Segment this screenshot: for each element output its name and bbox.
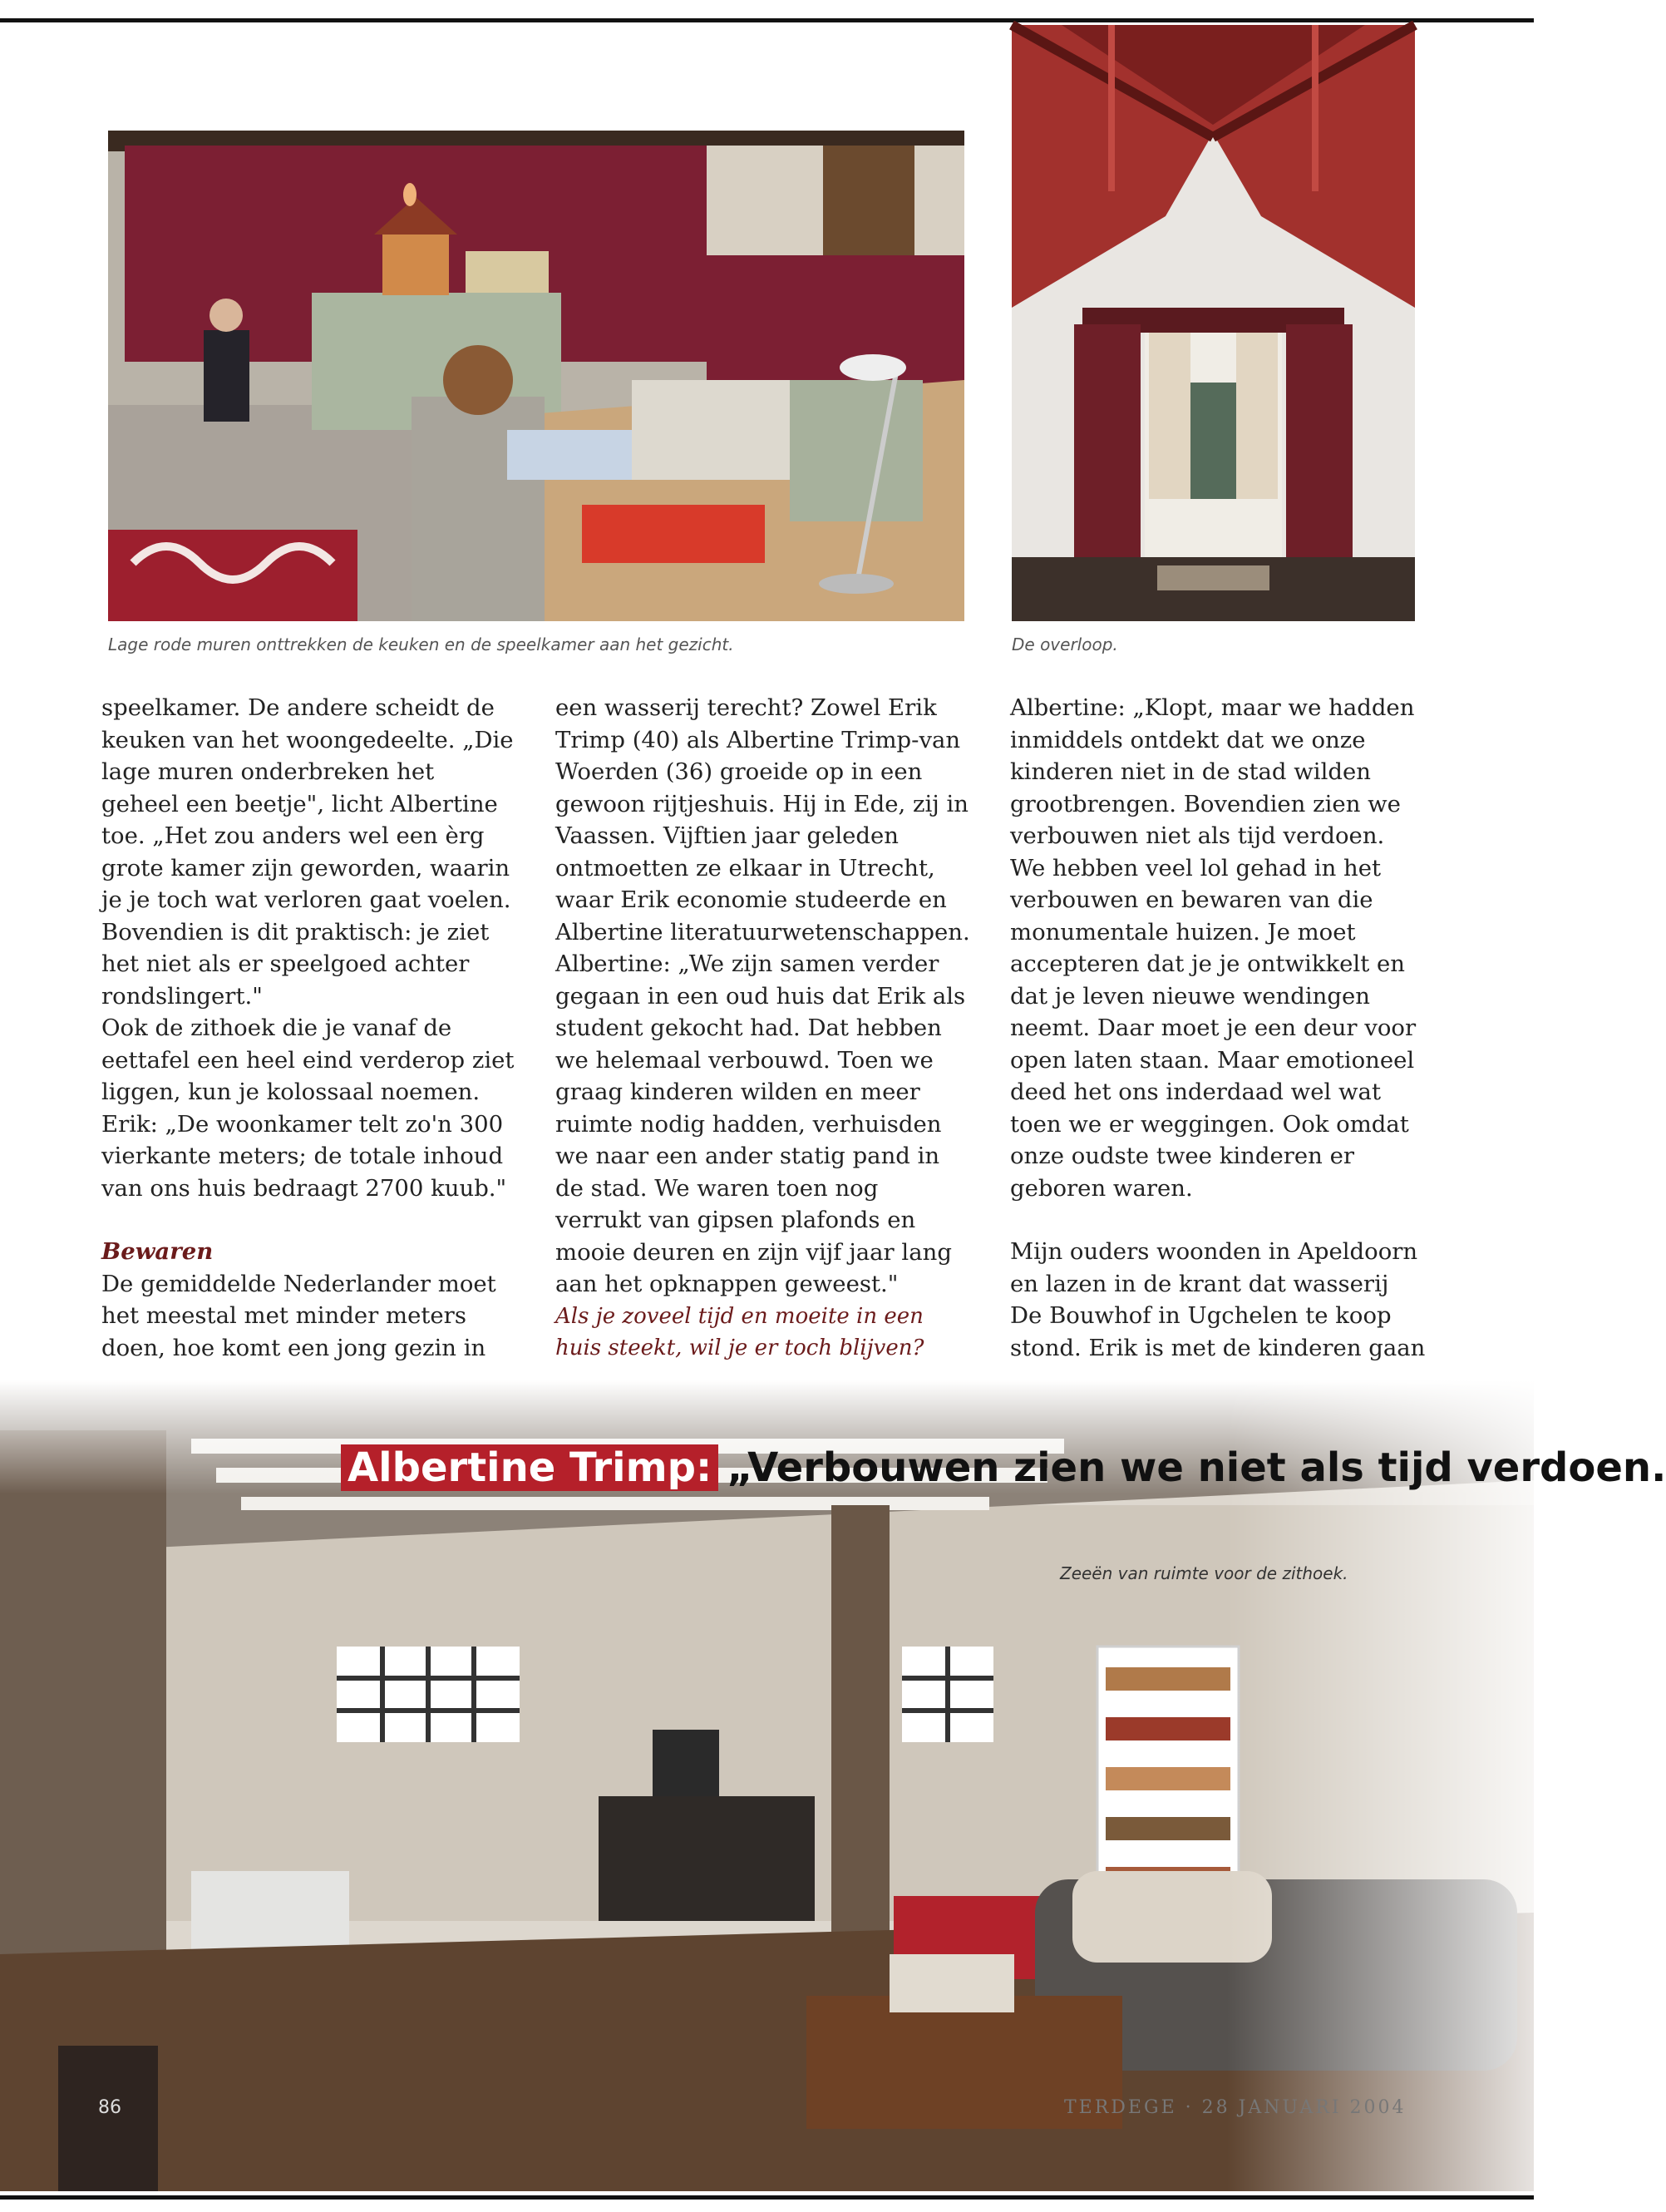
playroom-caption: Lage rode muren onttrekken de keuken en de speelkamer aan het gezicht. (108, 634, 734, 654)
page-number: 86 (98, 2097, 121, 2118)
sitting-area-caption: Zeeën van ruimte voor de zithoek. (1060, 1563, 1348, 1583)
pull-quote (341, 1439, 1666, 1497)
issue-footer: TERDEGE · 28 JANUARI 2004 (1064, 2097, 1407, 2118)
column-right (1010, 692, 1426, 1364)
paragraph: De gemiddelde Nederlander moet het meestal met minder meters doen, hoe komt een jong gezin in (101, 1270, 496, 1361)
bottom-border (0, 2195, 1534, 2200)
sitting-area-photo (0, 1380, 1534, 2191)
pull-quote-text: „Verbouwen zien we niet als tijd verdoen. (727, 1444, 1666, 1491)
interview-question: Als je zoveel tijd en moeite in een huis steekt, wil je er toch blijven? (555, 1303, 924, 1360)
paragraph: speelkamer. De andere scheidt de keuken van het woongedeelte. „Die lage muren onderbreken het geheel een beetje", licht Albertine toe. „Het zou anders wel een èrg grote kamer zijn geworden, waarin je je toch wat verloren gaat voelen. Bovendien is dit praktisch: je ziet het niet als er speelgoed achter rondslingert." (101, 694, 514, 1010)
playroom-photo (108, 131, 964, 621)
column-left (101, 692, 517, 1364)
paragraph: Albertine: „Klopt, maar we hadden inmiddels ontdekt dat we onze kinderen niet in de stad wilden grootbrengen. Bovendien zien we verbouwen niet als tijd verdoen. We hebben veel lol gehad in het verbouwen en bewaren van die monumentale huizen. Je moet accepteren dat je je ontwikkelt en dat je leven nieuwe wendingen neemt. Daar moet je een deur voor open laten staan. Maar emotioneel deed het ons inderdaad wel wat toen we er weggingen. Ook omdat onze oudste twee kinderen er geboren waren. (1010, 694, 1417, 1202)
section-subhead: Bewaren (101, 1238, 214, 1265)
column-middle (555, 692, 971, 1365)
landing-caption: De overloop. (1012, 634, 1118, 654)
landing-photo (1012, 25, 1415, 621)
pull-quote-name: Albertine Trimp: (341, 1444, 718, 1491)
paragraph: Albertine: „We zijn samen verder gegaan in een oud huis dat Erik als student gekocht had. Dat hebben we helemaal verbouwd. Toen we graag kinderen wilden en meer ruimte nodig hadden, verhuisden we naar een ander statig pand in de stad. We waren toen nog verrukt van gipsen plafonds en mooie deuren en zijn vijf jaar lang aan het opknappen geweest." (555, 950, 966, 1297)
paragraph: Ook de zithoek die je vanaf de eettafel een heel eind verderop ziet liggen, kun je kolossaal noemen. Erik: „De woonkamer telt zo'n 300 vierkante meters; de totale inhoud van ons huis bedraagt 2700 kuub." (101, 1015, 515, 1202)
paragraph: een wasserij terecht? Zowel Erik Trimp (40) als Albertine Trimp-van Woerden (36) groeide op in een gewoon rijtjeshuis. Hij in Ede, zij in Vaassen. Vijftien jaar geleden ontmoetten ze elkaar in Utrecht, waar Erik economie studeerde en Albertine literatuurwetenschappen. (555, 694, 970, 946)
paragraph: Mijn ouders woonden in Apeldoorn en lazen in de krant dat wasserij De Bouwhof in Ugchelen te koop stond. Erik is met de kinderen gaan (1010, 1238, 1426, 1361)
top-border (0, 18, 1534, 22)
